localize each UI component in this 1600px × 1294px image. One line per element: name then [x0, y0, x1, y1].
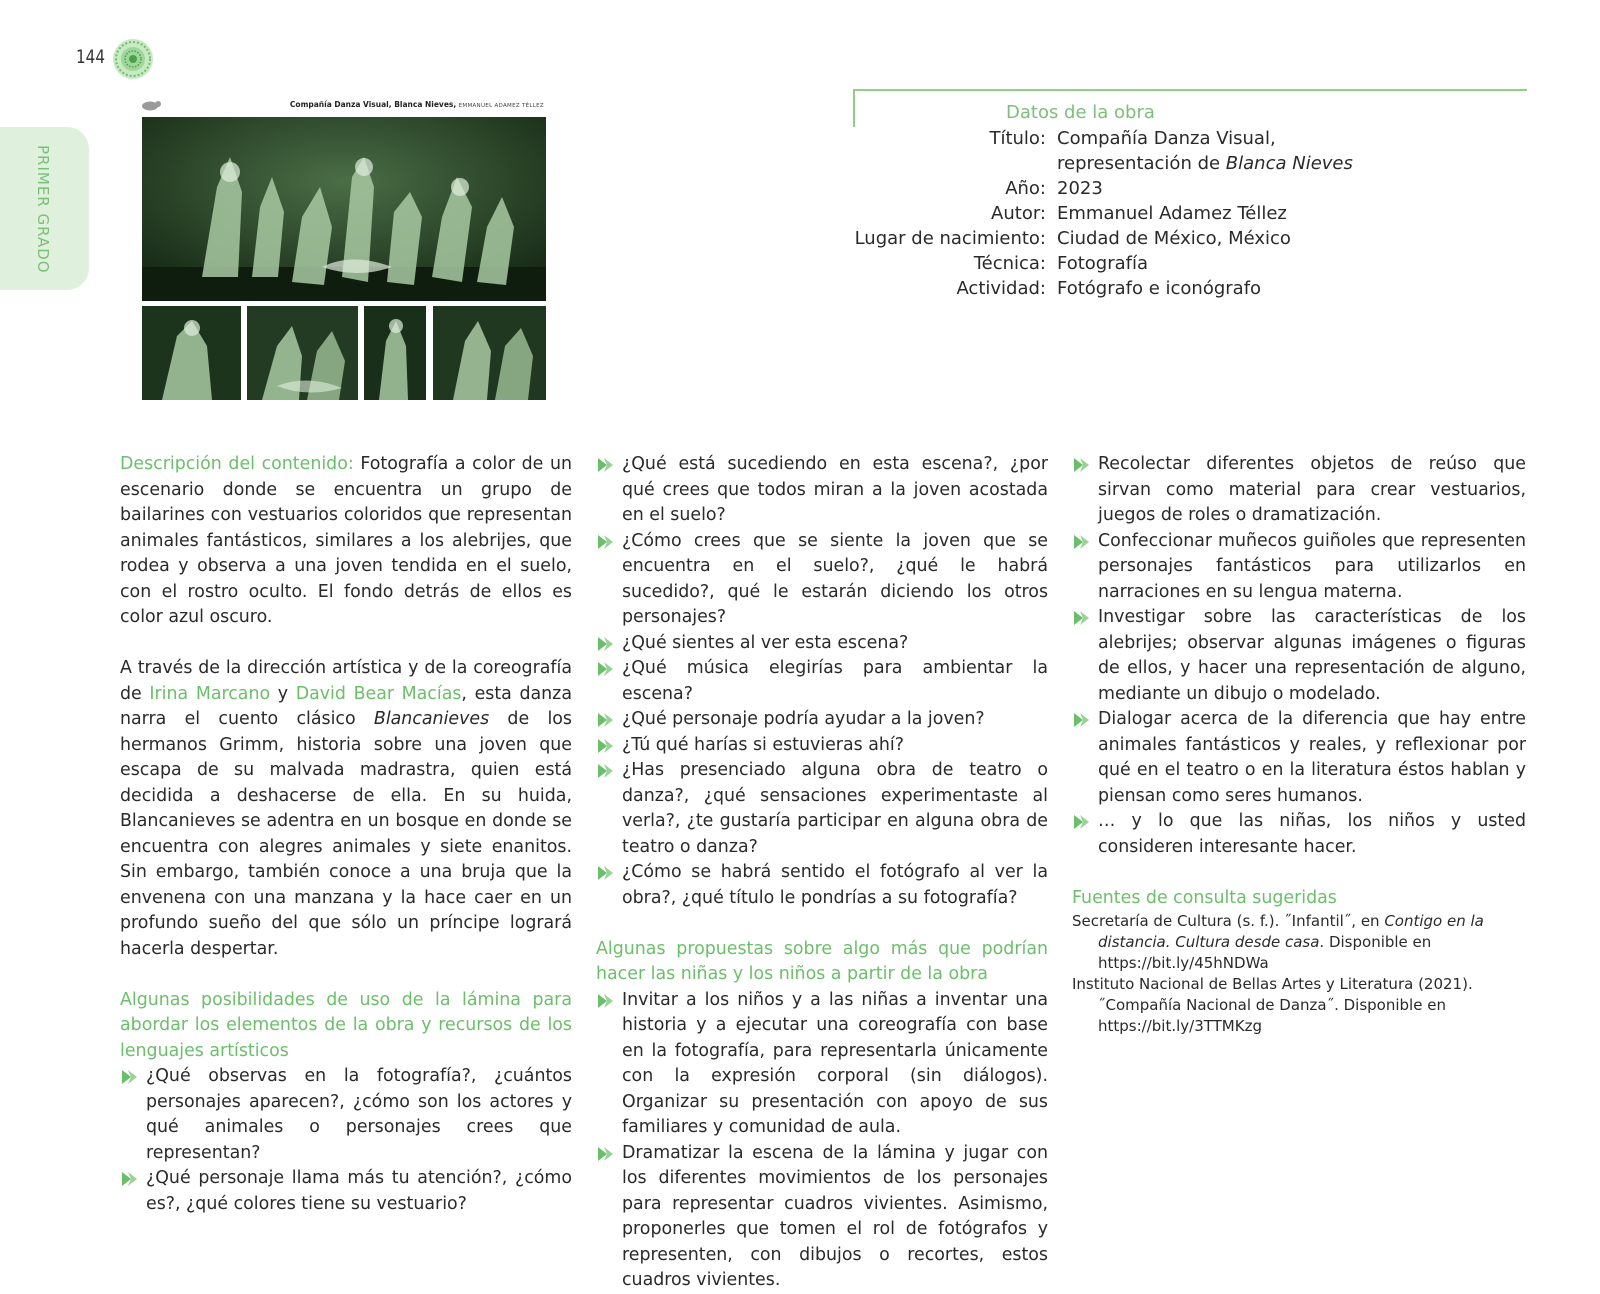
bullet-arrow-icon	[596, 456, 614, 474]
list-item	[596, 529, 1048, 631]
column-1	[120, 452, 572, 1217]
actividad-value: Fotógrafo e iconógrafo	[1057, 278, 1262, 299]
bullet-arrow-icon	[596, 864, 614, 882]
datos-box	[853, 89, 1527, 127]
autor-label: Autor:	[991, 203, 1046, 224]
list-item-text: Invitar a los niños y a las niñas a inventar una historia y a ejecutar una coreografía con base en la fotografía, para representarla únicamente con la expresión corporal (sin diálogos). Organizar su presentación con apoyo de sus familiares y comunidad de aula.	[622, 989, 1048, 1137]
bullet-arrow-icon	[596, 711, 614, 729]
list-item	[1072, 707, 1526, 809]
tecnica-label: Técnica:	[973, 253, 1046, 274]
bullet-arrow-icon	[1072, 533, 1090, 551]
datos-heading: Datos de la obra	[1006, 102, 1155, 123]
bullet-arrow-icon	[596, 737, 614, 755]
descripcion-paragraph	[120, 452, 572, 631]
fuente-1-text: Secretaría de Cultura (s. f.). ˝Infantil˝, en	[1072, 911, 1385, 930]
lugar-label: Lugar de nacimiento:	[854, 228, 1046, 249]
bullet-arrow-icon	[596, 992, 614, 1010]
propuestas-list	[596, 988, 1048, 1294]
propuestas-heading: Algunas propuestas sobre algo más que podrían hacer las niñas y los niños a partir de la obra	[596, 938, 1048, 984]
obra-paragraph	[120, 656, 572, 962]
photo-caption-title: Compañía Danza Visual, Blanca Nieves,	[289, 100, 457, 109]
page-number: 144	[76, 46, 106, 68]
list-item	[596, 860, 1048, 911]
posibilidades-list	[120, 1064, 572, 1217]
photo-caption	[140, 100, 544, 114]
list-item-text: ¿Tú qué harías si estuvieras ahí?	[622, 734, 904, 755]
list-item	[1072, 605, 1526, 707]
bullet-arrow-icon	[1072, 711, 1090, 729]
posibilidades-list-cont	[596, 452, 1048, 911]
list-item-text: ¿Cómo crees que se siente la joven que se encuentra en el suelo?, ¿qué le habrá sucedido?, qué le estarán diciendo los otros personajes?	[622, 530, 1048, 627]
rosette-icon	[112, 38, 154, 80]
bullet-arrow-icon	[596, 533, 614, 551]
side-tab	[0, 127, 89, 290]
obra-title-italic: Blancanieves	[373, 709, 490, 729]
list-item	[120, 1166, 572, 1217]
list-item	[1072, 809, 1526, 860]
anio-value: 2023	[1057, 178, 1103, 199]
obra-text-3: de los hermanos Grimm, historia sobre una joven que escapa de su malvada madrastra, quien está decidida a deshacerse de ella. En su huida, Blancanieves se adentra en un bosque en donde se encuentra con alegres animales y siete enanitos. Sin embargo, también conoce a una bruja que la envenena con una manzana y la hace caer en un profundo sueño del que sólo un príncipe logrará hacerla despertar.	[120, 709, 572, 959]
main-photo	[142, 117, 546, 301]
bullet-arrow-icon	[1072, 456, 1090, 474]
fuente-1-italic: Contigo en la distancia. Cultura desde casa	[1098, 911, 1484, 951]
photo-thumbnail	[364, 306, 426, 400]
fuente-2-text: Instituto Nacional de Bellas Artes y Literatura (2021). ˝Compañía Nacional de Danza˝. Disponible en https://bit.ly/3TTMKzg	[1072, 974, 1473, 1035]
choreographer-name-2: David Bear Macías	[295, 683, 462, 704]
list-item-text: ¿Qué observas en la fotografía?, ¿cuántos personajes aparecen?, ¿cómo son los actores y qué animales o personajes crees que representan?	[146, 1066, 572, 1163]
list-item	[596, 656, 1048, 707]
fuentes-list	[1072, 911, 1526, 1037]
titulo-label: Título:	[989, 128, 1046, 149]
list-item	[596, 758, 1048, 860]
actividad-label: Actividad:	[956, 278, 1046, 299]
list-item-text: Recolectar diferentes objetos de reúso que sirvan como material para crear vestuarios, juegos de roles o dramatización.	[1098, 454, 1526, 525]
titulo-value-line1: Compañía Danza Visual,	[1057, 128, 1276, 149]
list-item	[596, 1141, 1048, 1294]
column-3	[1072, 452, 1526, 1037]
propuestas-list-cont	[1072, 452, 1526, 860]
list-item-text: Confeccionar muñecos guiñoles que representen personajes fantásticos para utilizarlos en narraciones en su lengua materna.	[1098, 530, 1526, 602]
fuente-1-link: . Disponible en https://bit.ly/45hNDWa	[1098, 932, 1432, 972]
photo-thumbnail	[247, 306, 358, 400]
list-item-text: ¿Cómo se habrá sentido el fotógrafo al ver la obra?, ¿qué título le pondrías a su fotografía?	[622, 862, 1048, 908]
bullet-arrow-icon	[596, 1145, 614, 1163]
bullet-arrow-icon	[120, 1170, 138, 1188]
list-item	[596, 707, 1048, 733]
list-item	[1072, 529, 1526, 606]
list-item	[596, 631, 1048, 657]
list-item-text: ¿Qué música elegirías para ambientar la escena?	[622, 658, 1048, 704]
list-item	[596, 733, 1048, 759]
photo-caption-author: EMMANUEL ADAMEZ TÉLLEZ	[458, 103, 544, 109]
photo-thumbnail	[142, 306, 241, 400]
list-item-text: Dialogar acerca de la diferencia que hay entre animales fantásticos y reales, y reflexionar por qué en el teatro o en la literatura éstos hablan y piensan como seres humanos.	[1098, 709, 1526, 806]
posibilidades-heading: Algunas posibilidades de uso de la lámina para abordar los elementos de la obra y recursos de los lenguajes artísticos	[120, 989, 572, 1061]
bullet-arrow-icon	[596, 762, 614, 780]
obra-text-1: A través de la dirección artística y de la coreografía de	[120, 658, 572, 704]
list-item-text: ¿Qué está sucediendo en esta escena?, ¿por qué crees que todos miran a la joven acostada en el suelo?	[622, 454, 1048, 525]
bullet-arrow-icon	[120, 1068, 138, 1086]
obra-text-and: y	[270, 683, 296, 704]
bullet-arrow-icon	[596, 635, 614, 653]
list-item	[596, 988, 1048, 1141]
fuentes-heading: Fuentes de consulta sugeridas	[1072, 887, 1337, 908]
choreographer-name-1: Irina Marcano	[149, 683, 271, 704]
list-item-text: Investigar sobre las características de los alebrijes; observar algunas imágenes o figuras de ellos, y hacer una representación de alguno, mediante un dibujo o modelado.	[1098, 607, 1526, 704]
side-tab-label: PRIMER GRADO	[34, 145, 52, 274]
list-item-text: … y lo que las niñas, los niños y usted consideren interesante hacer.	[1098, 811, 1526, 857]
list-item-text: ¿Has presenciado alguna obra de teatro o danza?, ¿qué sensaciones experimentaste al verla?, ¿te gustaría participar en alguna obra de teatro o danza?	[622, 760, 1048, 857]
column-2	[596, 452, 1048, 1294]
titulo-prefix: representación de	[1057, 153, 1226, 174]
fuente-item	[1072, 974, 1526, 1037]
list-item	[120, 1064, 572, 1166]
descripcion-label: Descripción del contenido:	[120, 454, 354, 474]
bullet-arrow-icon	[1072, 813, 1090, 831]
list-item	[1072, 452, 1526, 529]
list-item	[596, 452, 1048, 529]
bullet-arrow-icon	[596, 660, 614, 678]
bullet-arrow-icon	[1072, 609, 1090, 627]
anio-label: Año:	[1005, 178, 1046, 199]
titulo-italic: Blanca Nieves	[1225, 153, 1353, 174]
lugar-value: Ciudad de México, México	[1057, 228, 1291, 249]
photo-thumbnail	[433, 306, 546, 400]
list-item-text: ¿Qué sientes al ver esta escena?	[622, 632, 909, 653]
list-item-text: ¿Qué personaje llama más tu atención?, ¿cómo es?, ¿qué colores tiene su vestuario?	[146, 1168, 572, 1214]
list-item-text: ¿Qué personaje podría ayudar a la joven?	[622, 709, 985, 729]
descripcion-text: Fotografía a color de un escenario donde se encuentra un grupo de bailarines con vestuarios coloridos que representan animales fantásticos, similares a los alebrijes, que rodea y observa a una joven tendida en el suelo, con el rostro oculto. El fondo detrás de ellos es color azul oscuro.	[120, 454, 573, 627]
titulo-value-line2	[1057, 151, 1353, 176]
tecnica-value: Fotografía	[1057, 253, 1149, 274]
fuente-item	[1072, 911, 1526, 974]
obra-text-2: , esta danza narra el cuento clásico	[120, 683, 572, 729]
autor-value: Emmanuel Adamez Téllez	[1057, 203, 1287, 224]
list-item-text: Dramatizar la escena de la lámina y jugar con los diferentes movimientos de los personajes para representar cuadros vivientes. Asimismo, proponerles que tomen el rol de fotógrafos y representen, con dibujos o recortes, estos cuadros vivientes.	[622, 1142, 1048, 1290]
